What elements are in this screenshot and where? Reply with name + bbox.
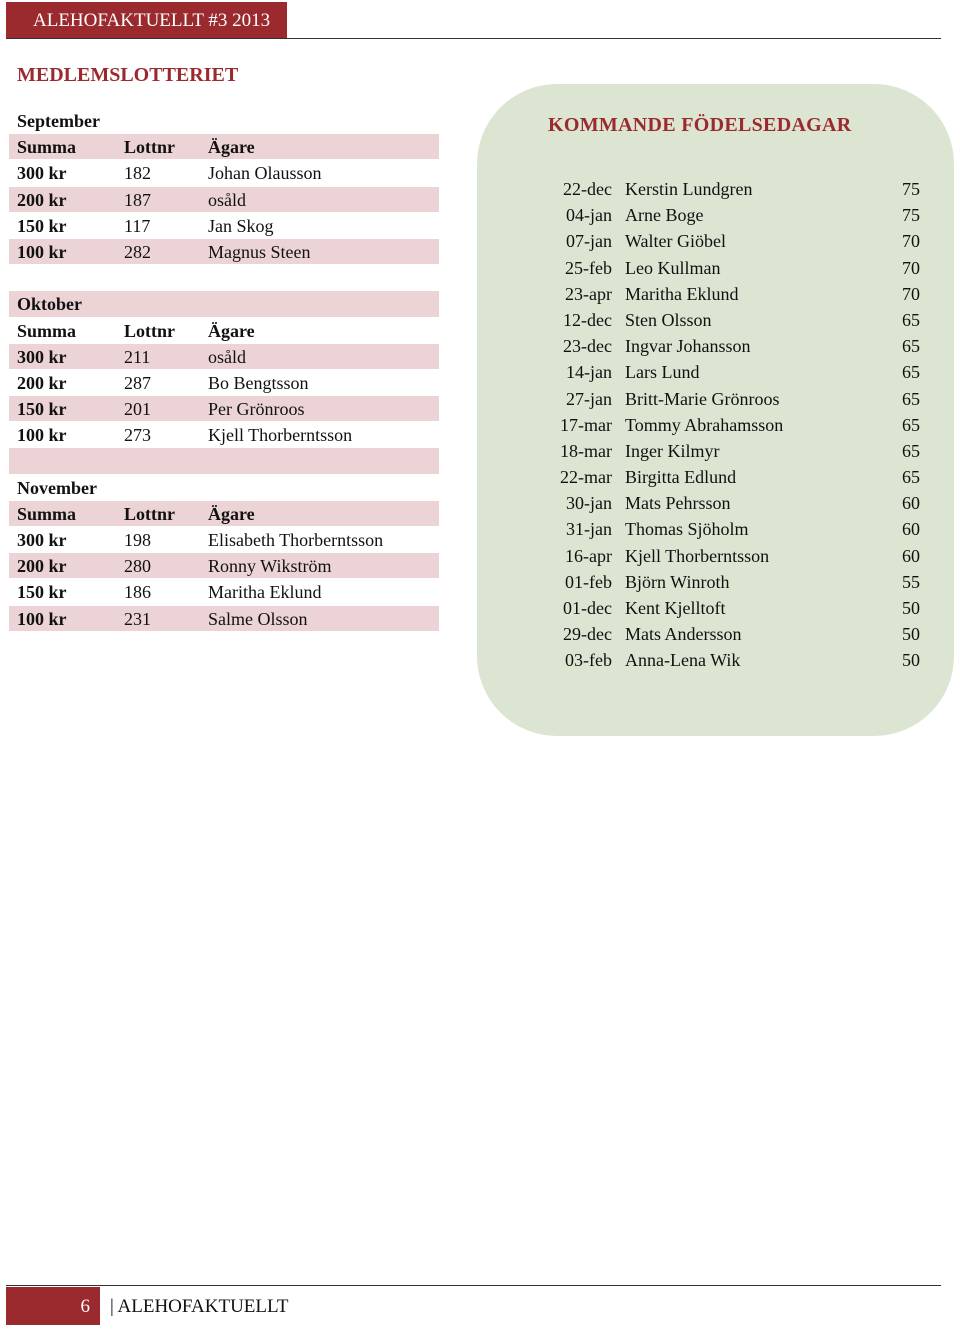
lottery-cell-c3: Maritha Eklund xyxy=(208,582,322,603)
lottery-cell-c1: Oktober xyxy=(17,294,82,315)
birthday-name: Leo Kullman xyxy=(625,257,721,278)
lottery-row xyxy=(9,265,439,291)
lottery-cell-c2: 282 xyxy=(124,241,151,262)
birthday-name: Kjell Thorberntsson xyxy=(625,545,770,566)
birthday-date: 07-jan xyxy=(566,231,612,252)
birthday-name: Ingvar Johansson xyxy=(625,336,751,357)
lottery-table xyxy=(9,108,439,632)
lottery-row xyxy=(9,344,439,370)
lottery-row xyxy=(9,187,439,213)
lottery-cell-c2: 211 xyxy=(124,346,151,367)
birthday-age: 50 xyxy=(902,624,920,645)
birthday-date: 14-jan xyxy=(566,362,612,383)
lottery-cell-c2: Lottnr xyxy=(124,503,175,524)
lottery-cell-c1: 150 kr xyxy=(17,215,67,236)
birthday-age: 75 xyxy=(902,205,920,226)
lottery-cell-c1: 150 kr xyxy=(17,582,67,603)
birthday-date: 01-feb xyxy=(565,571,612,592)
birthday-name: Lars Lund xyxy=(625,362,700,383)
birthday-date: 29-dec xyxy=(563,624,612,645)
birthday-age: 75 xyxy=(902,179,920,199)
lottery-cell-c3: Magnus Steen xyxy=(208,241,311,262)
birthday-age: 65 xyxy=(902,414,920,435)
lottery-cell-c1: Summa xyxy=(17,137,77,158)
birthday-row xyxy=(548,333,928,359)
birthday-row xyxy=(548,386,928,412)
lottery-cell-c1: 200 kr xyxy=(17,372,67,393)
lottery-cell-c2: 187 xyxy=(124,189,151,210)
lottery-cell-c2: 201 xyxy=(124,399,151,420)
lottery-cell-c2: 186 xyxy=(124,582,151,603)
birthday-name: Inger Kilmyr xyxy=(625,440,720,461)
birthday-row xyxy=(548,464,928,490)
birthday-row xyxy=(548,176,928,202)
header-rule xyxy=(6,38,941,39)
birthday-age: 70 xyxy=(902,231,920,252)
birthday-age: 65 xyxy=(902,362,920,383)
birthday-row xyxy=(548,438,928,464)
birthday-date: 18-mar xyxy=(560,440,612,461)
birthday-name: Kerstin Lundgren xyxy=(625,179,753,199)
birthday-age: 65 xyxy=(902,309,920,330)
birthday-age: 50 xyxy=(902,598,920,618)
birthday-date: 22-mar xyxy=(560,467,612,488)
birthday-name: Britt-Marie Grönroos xyxy=(625,388,780,409)
lottery-cell-c3: Kjell Thorberntsson xyxy=(208,425,353,446)
birthday-row xyxy=(548,595,928,621)
birthday-name: Maritha Eklund xyxy=(625,283,739,304)
lottery-row xyxy=(9,318,439,344)
lottery-cell-c2: Lottnr xyxy=(124,320,175,341)
lottery-cell-c2: 117 xyxy=(124,215,151,236)
birthday-row xyxy=(548,359,928,385)
lottery-cell-c1: September xyxy=(17,111,100,131)
birthday-date: 03-feb xyxy=(565,650,612,671)
lottery-cell-c1: 100 kr xyxy=(17,425,67,446)
birthday-age: 60 xyxy=(902,519,920,540)
birthday-row xyxy=(548,255,928,281)
lottery-cell-c1: 150 kr xyxy=(17,399,67,420)
lottery-cell-c1: Summa xyxy=(17,503,77,524)
lottery-cell-c3: Johan Olausson xyxy=(208,163,322,184)
lottery-cell-c3: Ägare xyxy=(208,503,255,524)
lottery-cell-c1: Summa xyxy=(17,320,77,341)
lottery-cell-c2: 231 xyxy=(124,608,151,629)
birthday-date: 23-apr xyxy=(565,283,612,304)
birthday-age: 55 xyxy=(902,571,920,592)
lottery-row xyxy=(9,606,439,632)
birthday-date: 16-apr xyxy=(565,545,612,566)
lottery-row xyxy=(9,134,439,160)
lottery-cell-c3: osåld xyxy=(208,189,246,210)
birthday-row xyxy=(548,516,928,542)
birthday-row xyxy=(548,490,928,516)
lottery-row xyxy=(9,291,439,317)
birthday-row xyxy=(548,202,928,228)
birthday-name: Mats Andersson xyxy=(625,624,742,645)
lottery-cell-c3: Elisabeth Thorberntsson xyxy=(208,530,384,550)
birthday-date: 12-dec xyxy=(563,309,612,330)
birthday-age: 60 xyxy=(902,493,920,514)
birthday-row xyxy=(548,228,928,254)
lottery-cell-c1: 300 kr xyxy=(17,530,67,550)
lottery-row xyxy=(9,396,439,422)
birthday-date: 31-jan xyxy=(566,519,612,540)
birthday-age: 65 xyxy=(902,440,920,461)
birthday-name: Anna-Lena Wik xyxy=(625,650,741,671)
lottery-cell-c2: Lottnr xyxy=(124,137,175,158)
lottery-cell-c2: 273 xyxy=(124,425,151,446)
birthday-row xyxy=(548,307,928,333)
birthday-date: 25-feb xyxy=(565,257,612,278)
birthday-name: Birgitta Edlund xyxy=(625,467,737,488)
lottery-cell-c1: 100 kr xyxy=(17,241,67,262)
lottery-cell-c1: 200 kr xyxy=(17,556,67,577)
birthday-date: 27-jan xyxy=(566,388,612,409)
birthday-name: Sten Olsson xyxy=(625,309,712,330)
lottery-row xyxy=(9,213,439,239)
birthday-date: 23-dec xyxy=(563,336,612,357)
lottery-cell-c3: Ägare xyxy=(208,320,255,341)
birthday-age: 60 xyxy=(902,545,920,566)
birthday-row xyxy=(548,543,928,569)
lottery-row xyxy=(9,475,439,501)
lottery-cell-c3: Bo Bengtsson xyxy=(208,372,309,393)
page-number: 6 xyxy=(6,1287,100,1325)
birthdays-list xyxy=(548,176,928,674)
lottery-row xyxy=(9,370,439,396)
lottery-cell-c1: 300 kr xyxy=(17,346,67,367)
lottery-row xyxy=(9,160,439,186)
birthday-row xyxy=(548,621,928,647)
lottery-row xyxy=(9,579,439,605)
lottery-cell-c2: 198 xyxy=(124,530,151,550)
lottery-row xyxy=(9,422,439,448)
lottery-cell-c3: Jan Skog xyxy=(208,215,274,236)
lottery-cell-c3: Salme Olsson xyxy=(208,608,308,629)
birthday-row xyxy=(548,281,928,307)
birthday-row xyxy=(548,647,928,673)
lottery-row xyxy=(9,239,439,265)
birthday-date: 01-dec xyxy=(563,598,612,618)
lottery-row xyxy=(9,527,439,553)
birthday-age: 70 xyxy=(902,283,920,304)
lottery-cell-c3: Ronny Wikström xyxy=(208,556,332,577)
lottery-cell-c2: 287 xyxy=(124,372,151,393)
birthday-name: Arne Boge xyxy=(625,205,704,226)
header-title: ALEHOFAKTUELLT #3 2013 xyxy=(6,2,287,38)
lottery-cell-c3: Per Grönroos xyxy=(208,399,305,420)
lottery-row xyxy=(9,553,439,579)
lottery-cell-c1: 100 kr xyxy=(17,608,67,629)
birthday-name: Tommy Abrahamsson xyxy=(625,414,784,435)
lottery-row xyxy=(9,108,439,134)
lottery-cell-c1: 300 kr xyxy=(17,163,67,184)
birthday-row xyxy=(548,569,928,595)
lottery-cell-c3: Ägare xyxy=(208,137,255,158)
birthday-name: Walter Giöbel xyxy=(625,231,727,252)
birthday-date: 17-mar xyxy=(560,414,612,435)
lottery-row xyxy=(9,448,439,474)
birthday-age: 50 xyxy=(902,650,920,671)
birthday-name: Mats Pehrsson xyxy=(625,493,731,514)
lottery-row xyxy=(9,501,439,527)
birthday-age: 70 xyxy=(902,257,920,278)
lottery-cell-c3: osåld xyxy=(208,346,246,367)
birthday-date: 22-dec xyxy=(563,179,612,199)
birthday-age: 65 xyxy=(902,467,920,488)
lottery-cell-c1: 200 kr xyxy=(17,189,67,210)
birthday-age: 65 xyxy=(902,336,920,357)
birthday-date: 30-jan xyxy=(566,493,612,514)
birthday-row xyxy=(548,412,928,438)
lottery-cell-c1: November xyxy=(17,477,97,498)
birthdays-title: KOMMANDE FÖDELSEDAGAR xyxy=(548,114,852,136)
footer-rule xyxy=(6,1285,941,1286)
footer-publication-name: | ALEHOFAKTUELLT xyxy=(110,1296,289,1317)
birthday-name: Kent Kjelltoft xyxy=(625,598,726,618)
lottery-cell-c2: 182 xyxy=(124,163,151,184)
birthday-age: 65 xyxy=(902,388,920,409)
lottery-title: MEDLEMSLOTTERIET xyxy=(17,64,239,86)
birthday-name: Björn Winroth xyxy=(625,571,730,592)
birthday-name: Thomas Sjöholm xyxy=(625,519,749,540)
lottery-cell-c2: 280 xyxy=(124,556,151,577)
birthday-date: 04-jan xyxy=(566,205,612,226)
